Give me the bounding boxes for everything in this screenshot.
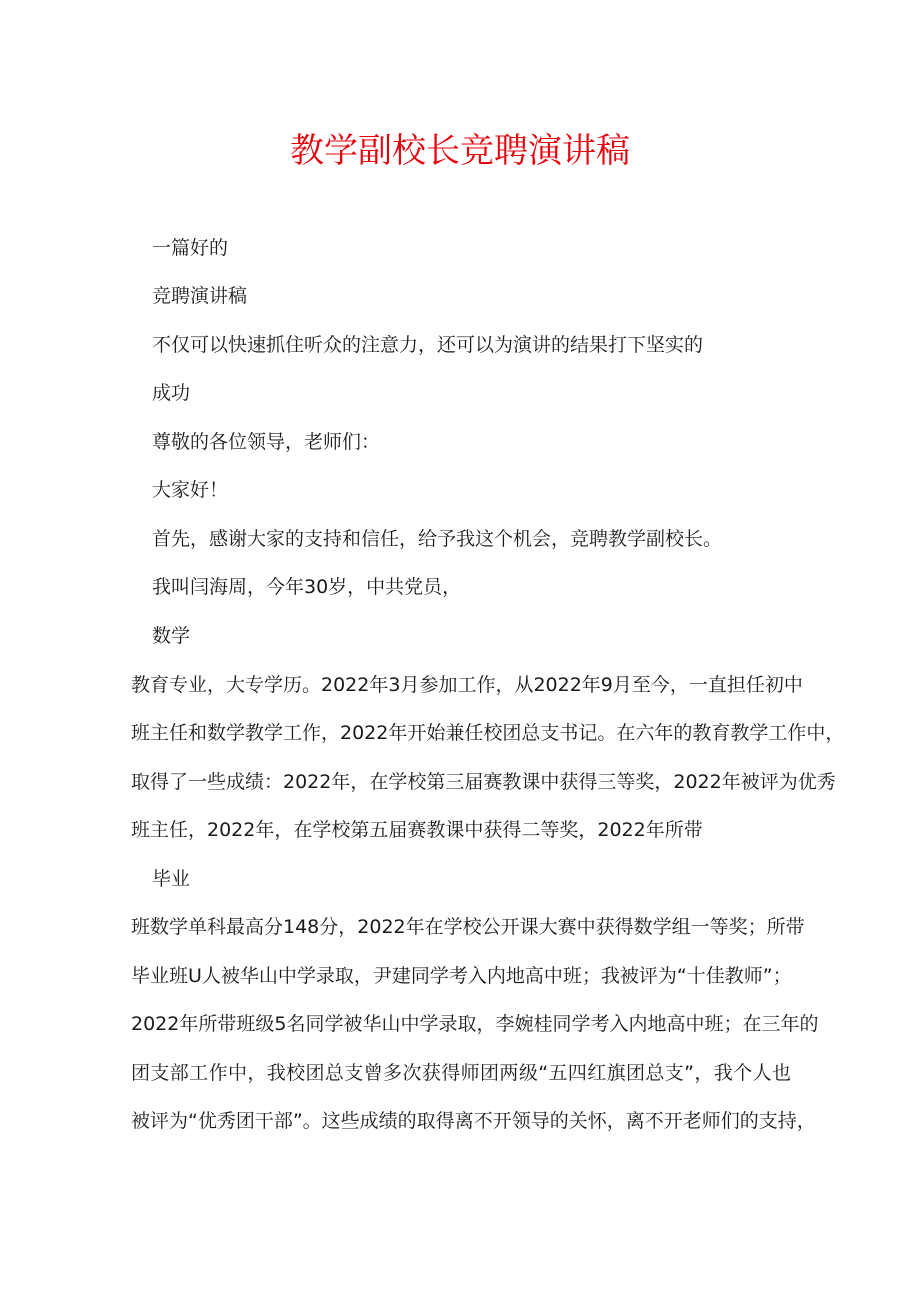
document-title: 教学副校长竞聘演讲稿 <box>290 131 630 171</box>
paragraph-line-14: 毕业 <box>152 868 191 890</box>
paragraph-line-4: 成功 <box>152 382 191 404</box>
paragraph-line-1: 一篇好的 <box>152 237 229 259</box>
paragraph-line-11: 班主任和数学教学工作，2022年开始兼任校团总支书记。在六年的教育教学工作中， <box>131 722 845 744</box>
paragraph-line-8: 我叫闫海周，今年30岁，中共党员， <box>152 576 462 598</box>
paragraph-line-7: 首先，感谢大家的支持和信任，给予我这个机会，竞聘教学副校长。 <box>152 528 723 550</box>
paragraph-line-9: 数学 <box>152 625 191 647</box>
paragraph-line-15: 班数学单科最高分148分，2022年在学校公开课大赛中获得数学组一等奖；所带 <box>131 916 805 938</box>
paragraph-line-10: 教育专业，大专学历。2022年3月参加工作，从2022年9月至今，一直担任初中 <box>131 674 803 696</box>
paragraph-line-16: 毕业班U人被华山中学录取，尹建同学考入内地高中班；我被评为“十佳教师”； <box>131 965 792 987</box>
paragraph-line-6: 大家好！ <box>152 479 229 501</box>
paragraph-line-12: 取得了一些成绩：2022年，在学校第三届赛教课中获得三等奖，2022年被评为优秀 <box>131 771 836 793</box>
paragraph-line-3: 不仅可以快速抓住听众的注意力，还可以为演讲的结果打下坚实的 <box>152 334 704 356</box>
paragraph-line-18: 团支部工作中，我校团总支曾多次获得师团两级“五四红旗团总支”，我个人也 <box>131 1062 791 1084</box>
paragraph-line-19: 被评为“优秀团干部”。这些成绩的取得离不开领导的关怀，离不开老师们的支持， <box>131 1110 816 1132</box>
paragraph-line-2: 竞聘演讲稿 <box>152 285 248 307</box>
paragraph-line-5: 尊敬的各位领导，老师们： <box>152 431 381 453</box>
paragraph-line-13: 班主任，2022年，在学校第五届赛教课中获得二等奖，2022年所带 <box>131 819 703 841</box>
paragraph-line-17: 2022年所带班级5名同学被华山中学录取，李婉桂同学考入内地高中班；在三年的 <box>131 1013 819 1035</box>
